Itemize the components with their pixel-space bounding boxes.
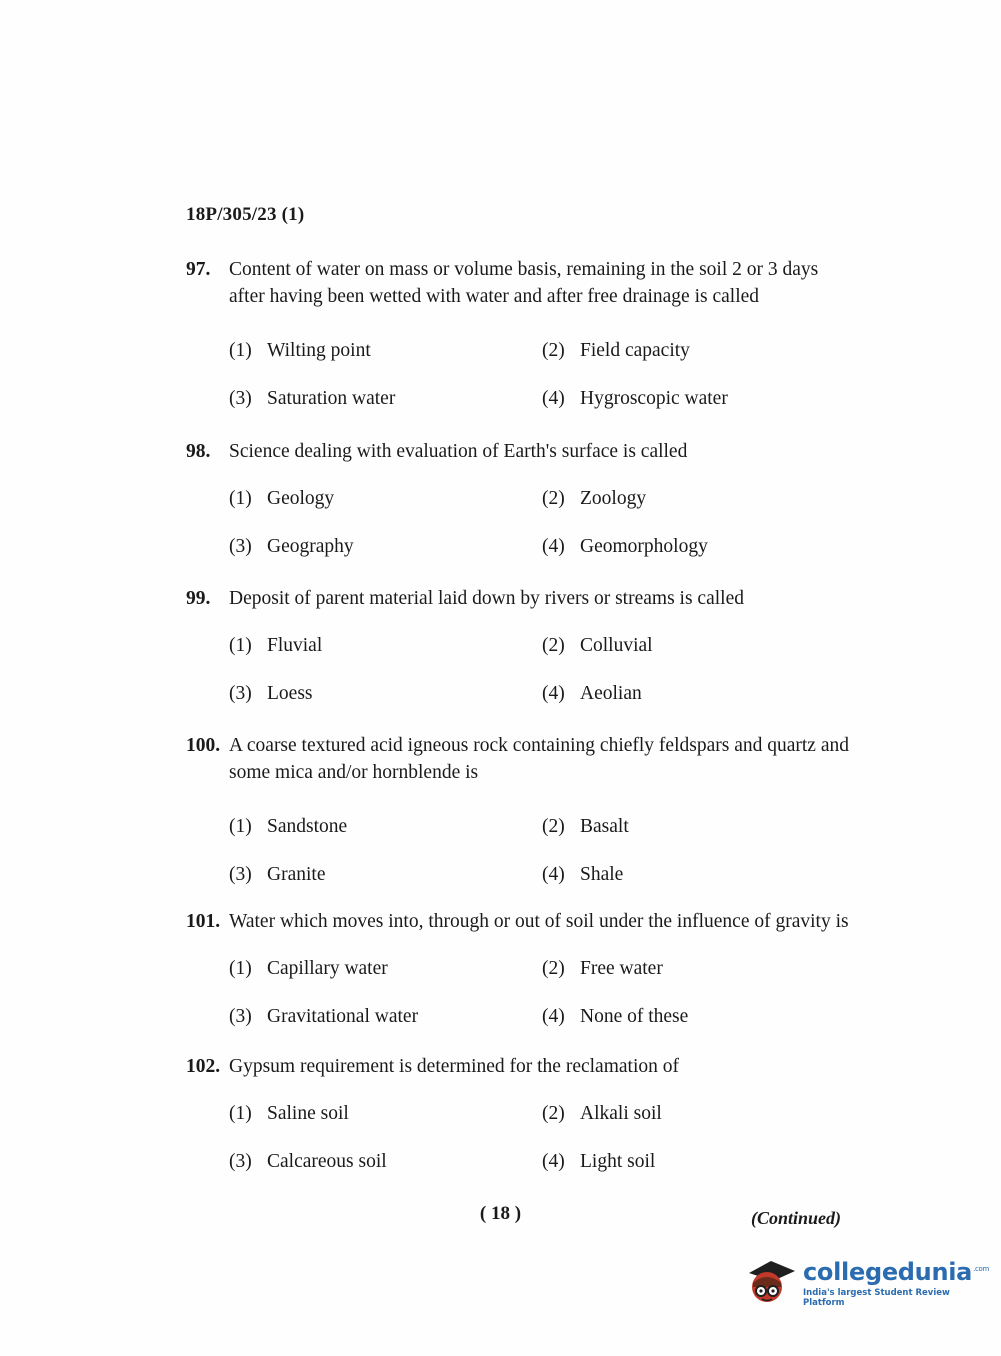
option-4: (4) Shale [542,864,624,885]
question-101 [186,908,851,1041]
option-3: (3) Saturation water [229,388,396,409]
question-text: Content of water on mass or volume basis, remaining in the soil 2 or 3 days after having been wetted with water and after free drainage is called [229,259,819,307]
option-2: (2) Colluvial [542,635,653,656]
question-text: Gypsum requirement is determined for the reclamation of [229,1056,679,1077]
option-3: (3) Gravitational water [229,1006,419,1027]
question-99 [186,585,851,718]
question-100 [186,732,851,899]
paper-code: 18P/305/23 (1) [186,204,305,225]
logo-brand-name: collegedunia [803,1258,973,1286]
option-2: (2) Field capacity [542,340,690,361]
student-mascot-icon [741,1253,799,1311]
question-97 [186,256,851,423]
question-number: 97. [186,259,211,280]
question-number: 98. [186,441,211,462]
question-text: A coarse textured acid igneous rock containing chiefly feldspars and quartz and some mica and/or hornblende is [229,735,849,783]
question-98 [186,438,851,571]
logo-brand-suffix: .com [973,1265,990,1273]
option-4: (4) Aeolian [542,683,642,704]
option-1: (1) Sandstone [229,816,348,837]
option-1: (1) Wilting point [229,340,371,361]
option-4: (4) None of these [542,1006,689,1027]
option-1: (1) Capillary water [229,958,388,979]
option-2: (2) Alkali soil [542,1103,662,1124]
option-1: (1) Fluvial [229,635,323,656]
option-1: (1) Saline soil [229,1103,349,1124]
question-number: 101. [186,911,221,932]
option-3: (3) Granite [229,864,326,885]
logo-tagline: India's largest Student Review Platform [803,1288,950,1308]
question-number: 102. [186,1056,221,1077]
question-text: Science dealing with evaluation of Earth's surface is called [229,441,688,462]
option-3: (3) Calcareous soil [229,1151,387,1172]
option-1: (1) Geology [229,488,335,509]
option-2: (2) Free water [542,958,663,979]
question-text: Deposit of parent material laid down by rivers or streams is called [229,588,744,609]
question-102 [186,1053,851,1186]
continued-label: (Continued) [751,1208,842,1228]
option-3: (3) Geography [229,536,354,557]
option-3: (3) Loess [229,683,313,704]
option-2: (2) Basalt [542,816,629,837]
page-number: ( 18 ) [479,1203,522,1224]
option-4: (4) Light soil [542,1151,656,1172]
option-4: (4) Geomorphology [542,536,708,557]
question-text: Water which moves into, through or out of soil under the influence of gravity is [229,911,849,932]
option-2: (2) Zoology [542,488,647,509]
question-number: 99. [186,588,211,609]
collegedunia-logo[interactable] [741,1252,990,1312]
option-4: (4) Hygroscopic water [542,388,728,409]
question-number: 100. [186,735,221,756]
